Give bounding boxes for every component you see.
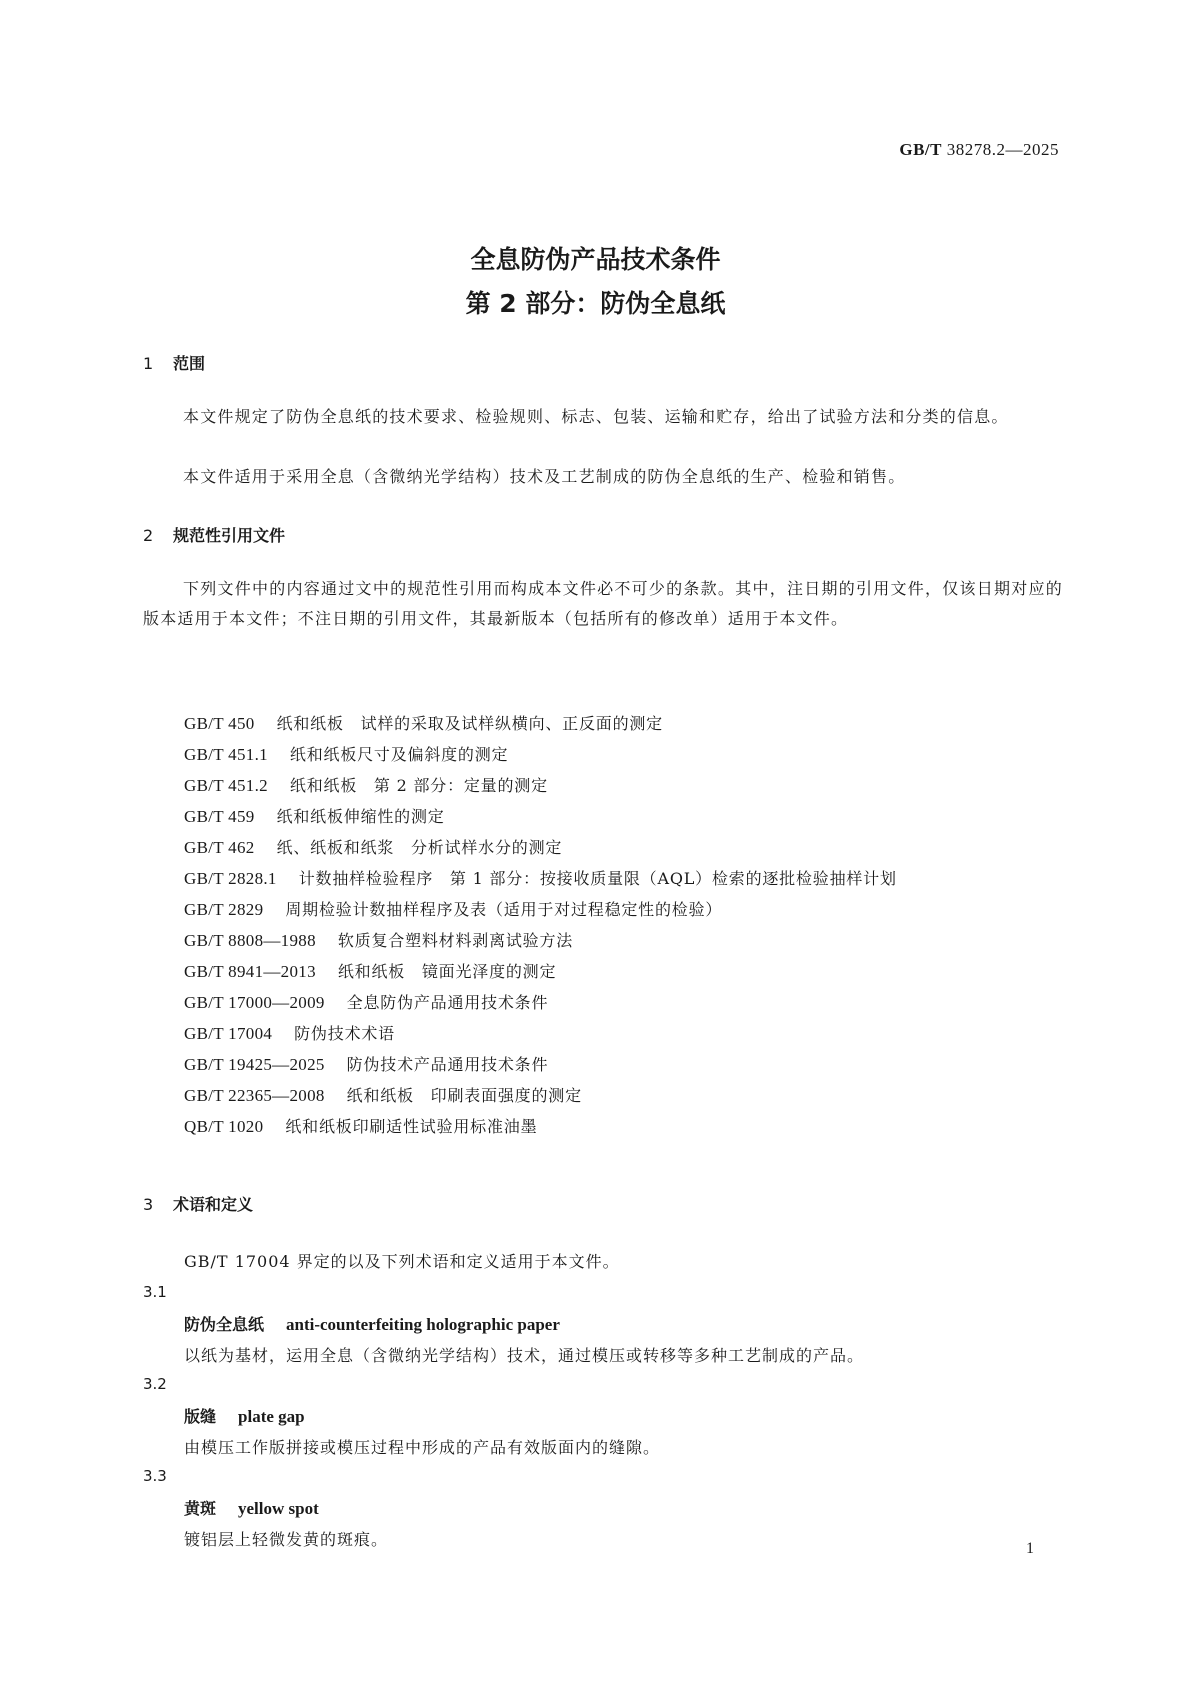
standard-code	[899, 140, 1059, 160]
reference-code: GB/T 19425—2025	[184, 1055, 325, 1074]
section-number: 2	[143, 526, 154, 545]
term-chinese: 版缝	[184, 1407, 217, 1426]
reference-item	[184, 739, 897, 770]
reference-title: 纸和纸板 试样的采取及试样纵横向、正反面的测定	[276, 714, 663, 733]
term-heading	[184, 1312, 560, 1335]
section-3-heading	[143, 1192, 253, 1215]
reference-item	[184, 1111, 897, 1142]
section-1-heading	[143, 351, 205, 374]
reference-title: 纸和纸板 印刷表面强度的测定	[346, 1086, 582, 1105]
reference-title: 防伪技术术语	[294, 1024, 395, 1043]
reference-code: GB/T 22365—2008	[184, 1086, 325, 1105]
reference-item	[184, 987, 897, 1018]
term-chinese: 防伪全息纸	[184, 1315, 265, 1334]
term-definition: 镀铝层上轻微发黄的斑痕。	[184, 1530, 389, 1549]
reference-code: GB/T 17004	[184, 1024, 273, 1043]
reference-code: GB/T 451.2	[184, 776, 268, 795]
reference-title: 计数抽样检验程序 第 1 部分：按接收质量限（AQL）检索的逐批检验抽样计划	[298, 869, 897, 888]
reference-list	[184, 708, 897, 1142]
reference-code: GB/T 8808—1988	[184, 931, 316, 950]
reference-item	[184, 832, 897, 863]
reference-title: 纸和纸板 镜面光泽度的测定	[337, 962, 557, 981]
reference-code: GB/T 450	[184, 714, 255, 733]
reference-title: 防伪技术产品通用技术条件	[346, 1055, 549, 1074]
reference-item	[184, 1018, 897, 1049]
reference-title: 软质复合塑料材料剥离试验方法	[337, 931, 574, 950]
section-number: 3	[143, 1195, 154, 1214]
section-2-heading	[143, 523, 285, 546]
reference-item	[184, 894, 897, 925]
reference-code: GB/T 8941—2013	[184, 962, 316, 981]
reference-title: 纸和纸板伸缩性的测定	[276, 807, 445, 826]
term-number: 3.2	[143, 1375, 167, 1393]
term-definition: 以纸为基材，运用全息（含微纳光学结构）技术，通过模压或转移等多种工艺制成的产品。	[184, 1346, 865, 1365]
section-title: 术语和定义	[173, 1195, 254, 1214]
reference-code: GB/T 2829	[184, 900, 264, 919]
term-definition: 由模压工作版拼接或模压过程中形成的产品有效版面内的缝隙。	[184, 1438, 661, 1457]
reference-title: 纸和纸板印刷适性试验用标准油墨	[285, 1117, 538, 1136]
term-english: anti-counterfeiting holographic paper	[286, 1315, 560, 1334]
reference-item	[184, 863, 897, 894]
term-number: 3.1	[143, 1283, 167, 1301]
reference-title: 周期检验计数抽样程序及表（适用于对过程稳定性的检验）	[285, 900, 723, 919]
reference-title: 纸和纸板 第 2 部分：定量的测定	[289, 776, 548, 795]
normative-references-intro: 下列文件中的内容通过文中的规范性引用而构成本文件必不可少的条款。其中，注日期的引用文件，仅该日期对应的版本适用于本文件；不注日期的引用文件，其最新版本（包括所有的修改单）适用于本文件。	[143, 579, 1063, 628]
reference-code: GB/T 451.1	[184, 745, 268, 764]
reference-code: QB/T 1020	[184, 1117, 264, 1136]
section-number: 1	[143, 354, 154, 373]
section-title: 范围	[173, 354, 206, 373]
term-english: yellow spot	[238, 1499, 319, 1518]
reference-code: GB/T 459	[184, 807, 255, 826]
term-heading	[184, 1496, 319, 1519]
reference-title: 全息防伪产品通用技术条件	[346, 993, 549, 1012]
document-title: 全息防伪产品技术条件	[470, 245, 721, 274]
reference-item	[184, 925, 897, 956]
term-english: plate gap	[238, 1407, 305, 1426]
reference-title: 纸和纸板尺寸及偏斜度的测定	[289, 745, 509, 764]
term-number: 3.3	[143, 1467, 167, 1485]
section-title: 规范性引用文件	[173, 526, 286, 545]
reference-item	[184, 956, 897, 987]
scope-paragraph-1: 本文件规定了防伪全息纸的技术要求、检验规则、标志、包装、运输和贮存，给出了试验方法和分类的信息。	[183, 407, 1009, 426]
reference-code: GB/T 462	[184, 838, 255, 857]
reference-item	[184, 801, 897, 832]
reference-item	[184, 708, 897, 739]
reference-code: GB/T 2828.1	[184, 869, 277, 888]
reference-code: GB/T 17000—2009	[184, 993, 325, 1012]
scope-paragraph-2: 本文件适用于采用全息（含微纳光学结构）技术及工艺制成的防伪全息纸的生产、检验和销售。	[183, 467, 906, 486]
document-subtitle: 第 2 部分：防伪全息纸	[465, 289, 726, 318]
terms-intro: GB/T 17004 界定的以及下列术语和定义适用于本文件。	[184, 1252, 620, 1271]
reference-item	[184, 1049, 897, 1080]
reference-item	[184, 1080, 897, 1111]
reference-title: 纸、纸板和纸浆 分析试样水分的测定	[276, 838, 563, 857]
page-number: 1	[1026, 1540, 1034, 1557]
term-heading	[184, 1404, 305, 1427]
reference-item	[184, 770, 897, 801]
standard-code-number: 38278.2—2025	[946, 140, 1059, 159]
term-chinese: 黄斑	[184, 1499, 217, 1518]
standard-code-prefix: GB/T	[899, 140, 942, 159]
